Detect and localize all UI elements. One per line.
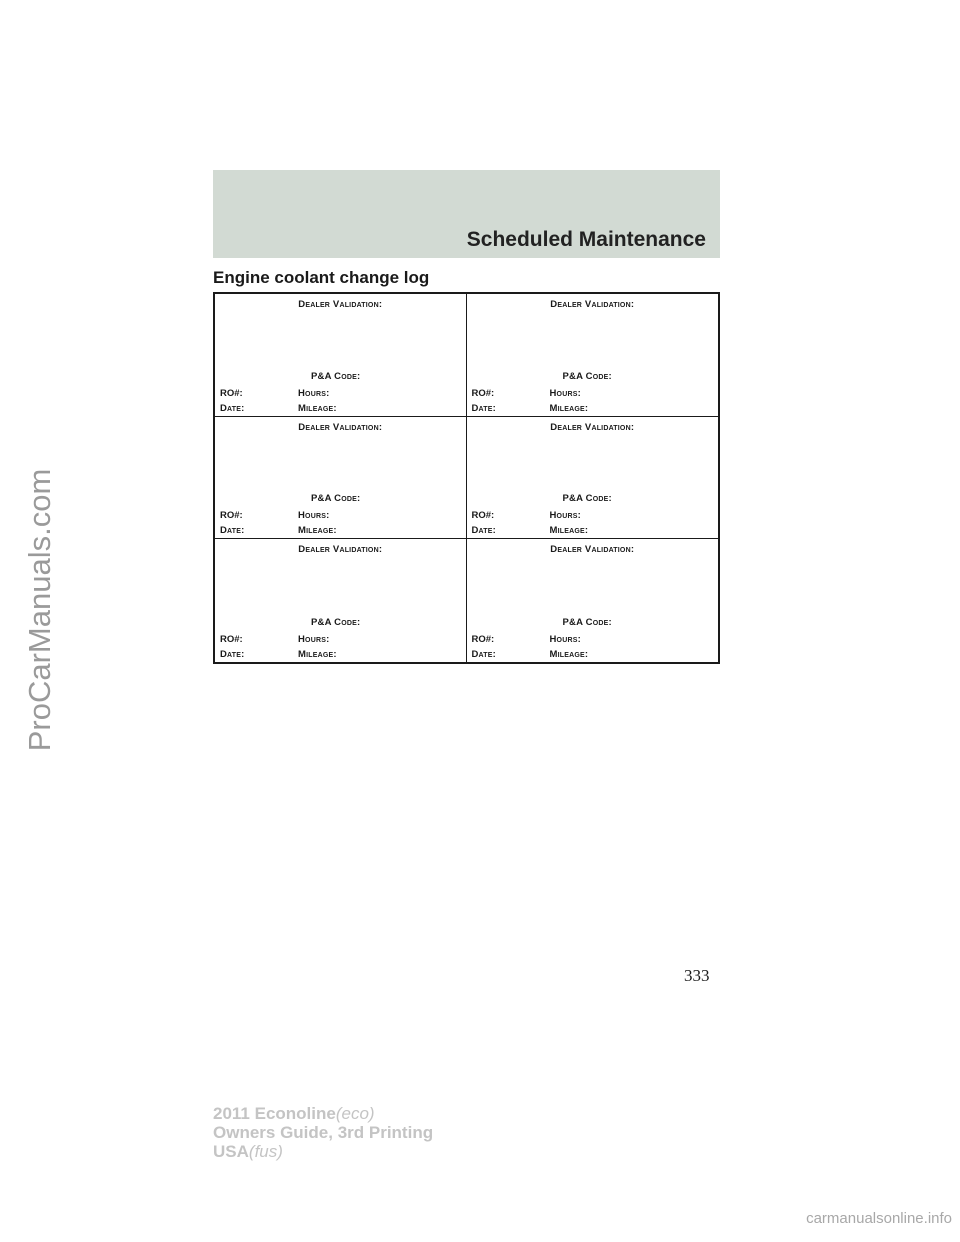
site-footer: carmanualsonline.info bbox=[806, 1210, 952, 1227]
ro-label: RO#: bbox=[471, 633, 495, 645]
section-header-band bbox=[213, 170, 720, 258]
ro-label: RO#: bbox=[471, 510, 495, 522]
date-label: Date: bbox=[471, 648, 497, 660]
hours-label: Hours: bbox=[549, 510, 581, 522]
hours-label: Hours: bbox=[298, 633, 330, 645]
footer-market: USA bbox=[213, 1142, 249, 1161]
footer-model-code: (eco) bbox=[335, 1104, 375, 1123]
log-cell bbox=[467, 294, 719, 417]
log-cell bbox=[215, 539, 467, 662]
coolant-change-log-table bbox=[213, 292, 720, 664]
mileage-label: Mileage: bbox=[298, 525, 337, 537]
watermark-text: ProCarManuals.com bbox=[22, 468, 57, 752]
mileage-label: Mileage: bbox=[549, 525, 589, 537]
hours-label: Hours: bbox=[298, 510, 330, 522]
dealer-validation-label: Dealer Validation: bbox=[550, 544, 635, 556]
mileage-label: Mileage: bbox=[549, 402, 589, 414]
hours-label: Hours: bbox=[549, 387, 581, 399]
footer-line-2: Owners Guide, 3rd Printing bbox=[213, 1123, 434, 1142]
page-heading: Engine coolant change log bbox=[213, 268, 430, 287]
ro-label: RO#: bbox=[220, 633, 243, 645]
date-label: Date: bbox=[220, 525, 245, 537]
date-label: Date: bbox=[471, 402, 497, 414]
pa-code-label: P&A Code: bbox=[311, 370, 361, 382]
mileage-label: Mileage: bbox=[298, 402, 337, 414]
page-number: 333 bbox=[684, 966, 710, 985]
watermark bbox=[10, 360, 70, 860]
dealer-validation-label: Dealer Validation: bbox=[298, 299, 383, 310]
pa-code-label: P&A Code: bbox=[311, 493, 361, 505]
date-label: Date: bbox=[220, 648, 245, 660]
dealer-validation-label: Dealer Validation: bbox=[550, 421, 635, 433]
hours-label: Hours: bbox=[549, 633, 581, 645]
pa-code-label: P&A Code: bbox=[562, 616, 612, 628]
mileage-label: Mileage: bbox=[549, 648, 589, 660]
log-cell bbox=[467, 539, 719, 662]
pa-code-label: P&A Code: bbox=[562, 493, 612, 505]
log-cell bbox=[215, 294, 467, 417]
pa-code-label: P&A Code: bbox=[311, 616, 361, 628]
date-label: Date: bbox=[220, 402, 245, 414]
dealer-validation-label: Dealer Validation: bbox=[298, 544, 383, 556]
document-footer bbox=[213, 1104, 433, 1161]
footer-market-code: (fus) bbox=[248, 1142, 283, 1161]
hours-label: Hours: bbox=[298, 387, 330, 399]
section-title: Scheduled Maintenance bbox=[466, 228, 706, 251]
dealer-validation-label: Dealer Validation: bbox=[298, 421, 383, 433]
footer-model: 2011 Econoline bbox=[213, 1104, 336, 1123]
log-cell bbox=[467, 417, 719, 540]
date-label: Date: bbox=[471, 525, 497, 537]
log-cell bbox=[215, 417, 467, 540]
pa-code-label: P&A Code: bbox=[562, 370, 612, 382]
mileage-label: Mileage: bbox=[298, 648, 337, 660]
footer-line-1 bbox=[213, 1104, 433, 1123]
ro-label: RO#: bbox=[471, 387, 495, 399]
ro-label: RO#: bbox=[220, 510, 243, 522]
ro-label: RO#: bbox=[220, 387, 243, 399]
footer-line-3 bbox=[213, 1142, 433, 1161]
dealer-validation-label: Dealer Validation: bbox=[550, 299, 635, 310]
